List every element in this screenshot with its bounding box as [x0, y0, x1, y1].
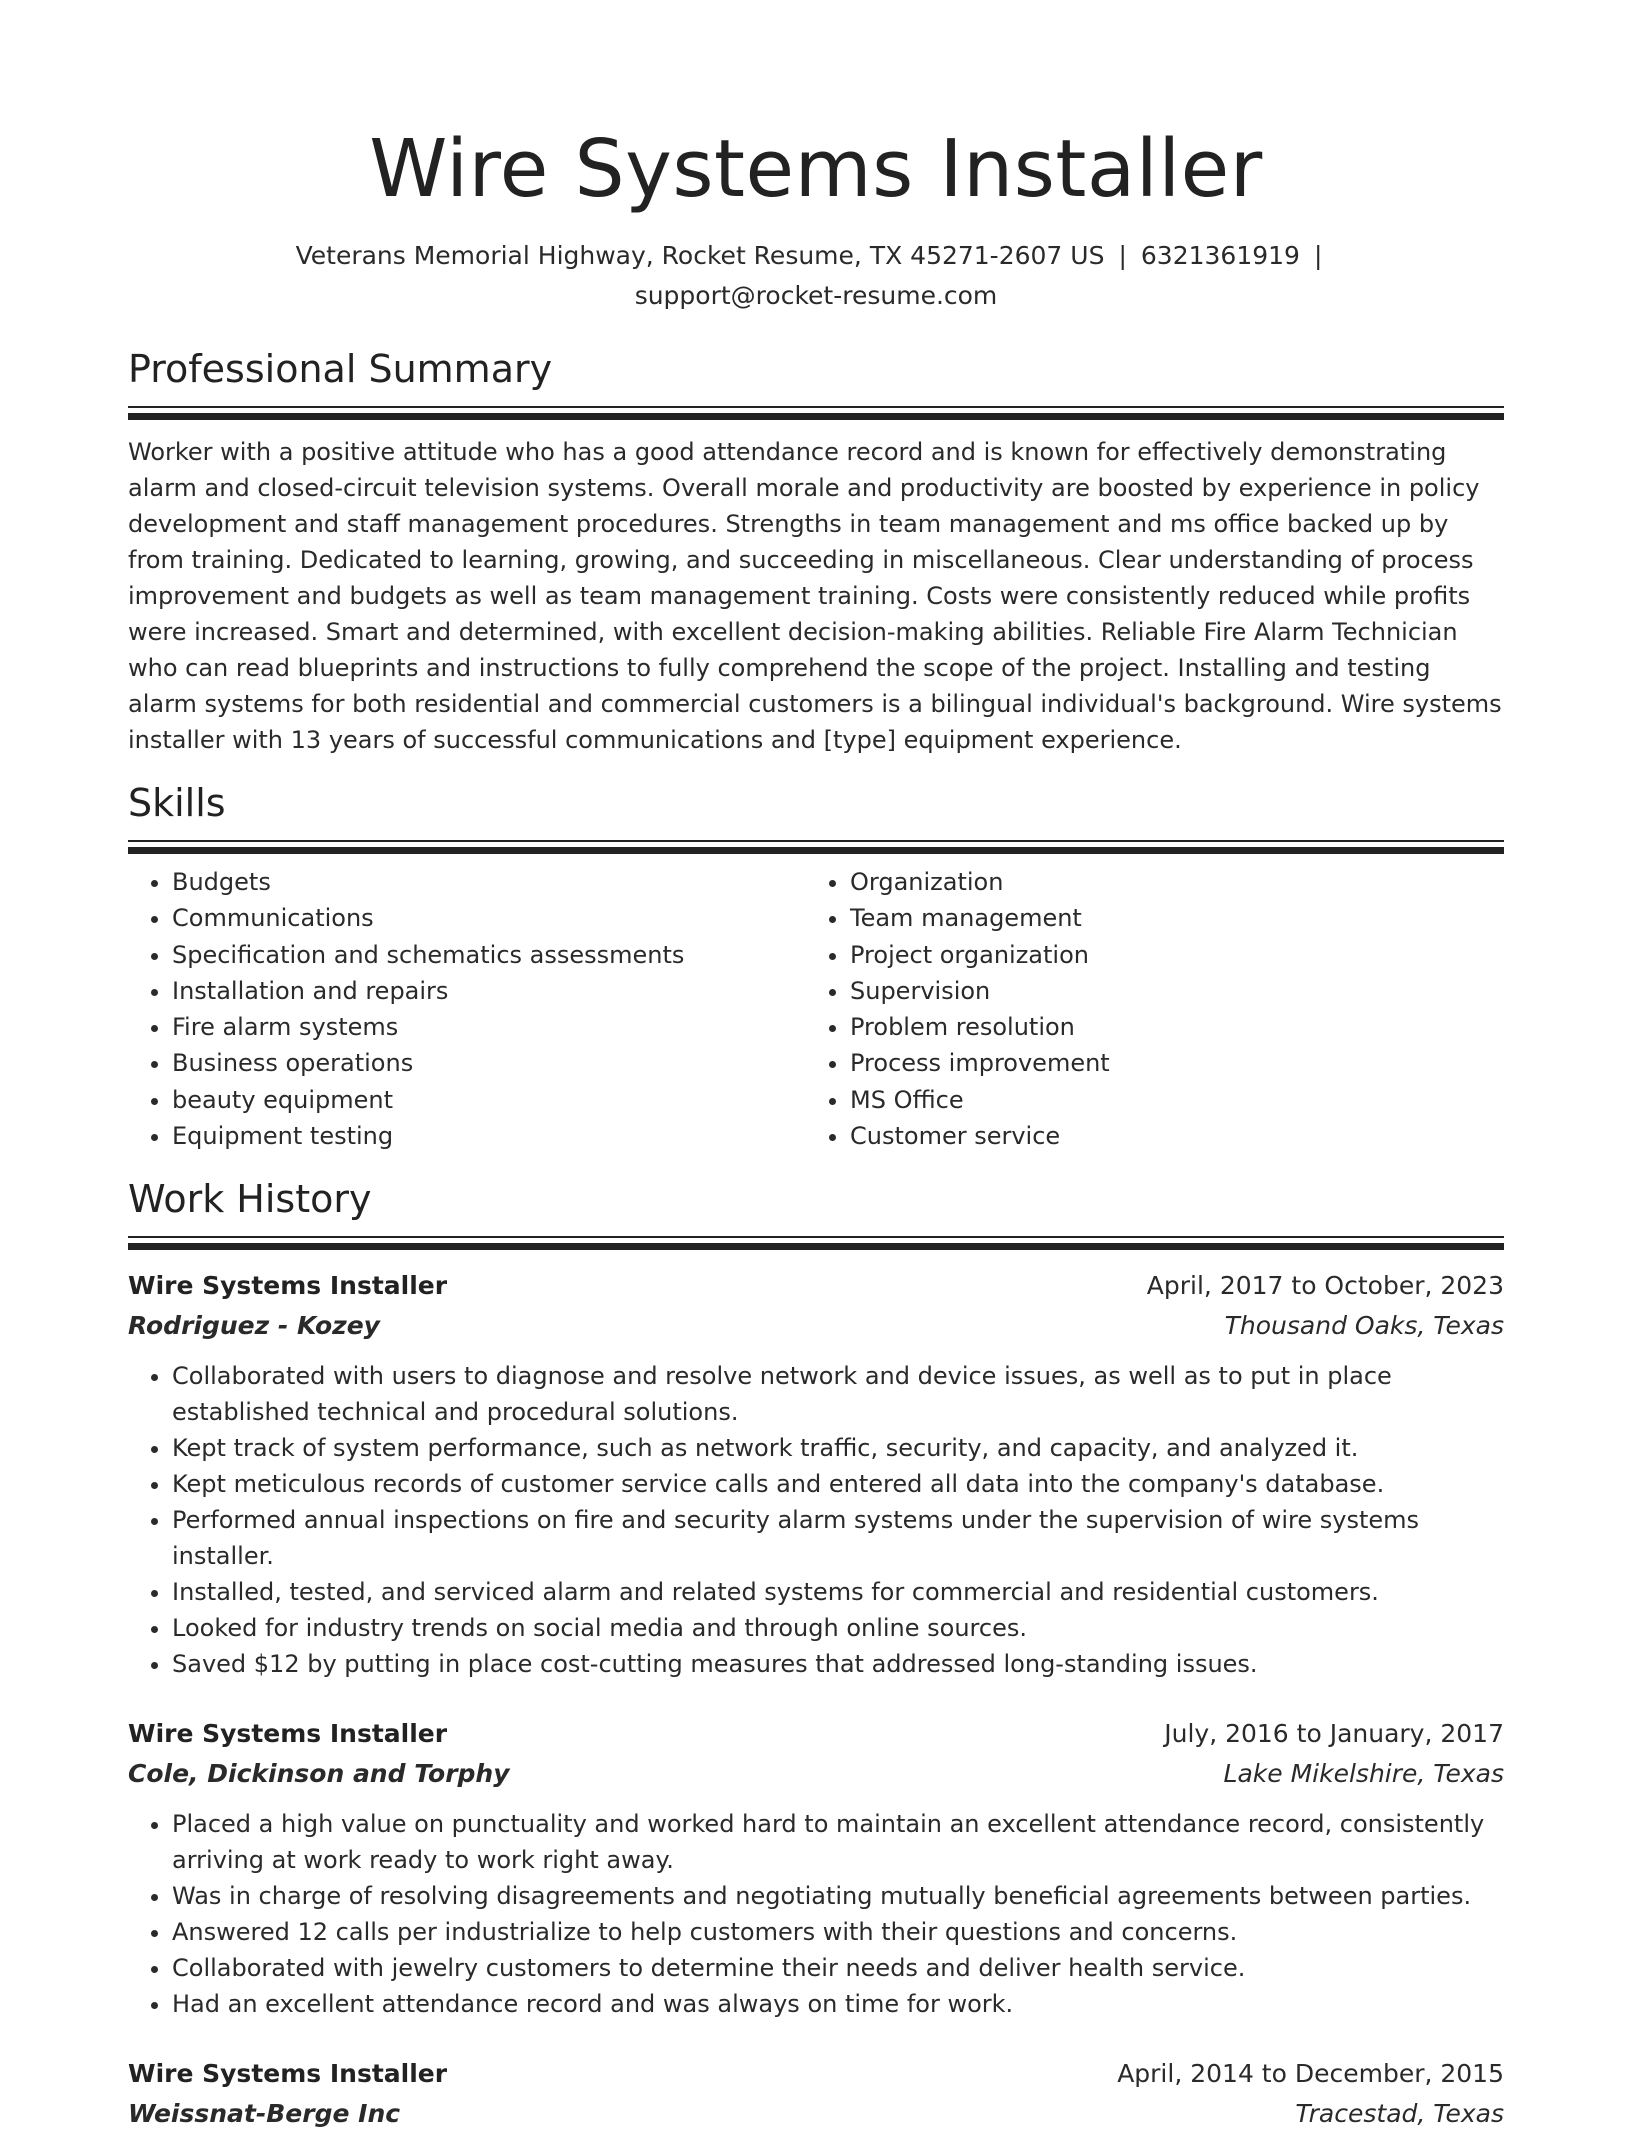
skill-item: • Fire alarm systems [172, 1009, 806, 1045]
job-bullet: • Kept track of system performance, such as network traffic, security, and capacity, and analyzed it. [172, 1430, 1504, 1466]
skills-columns [128, 864, 1504, 1154]
section-divider [128, 1236, 1504, 1250]
skills-list-left [128, 864, 806, 1154]
job-company: Cole, Dickinson and Torphy [128, 1759, 510, 1789]
skill-item: • beauty equipment [172, 1082, 806, 1118]
skill-item: • Budgets [172, 864, 806, 900]
contact-address: Veterans Memorial Highway, Rocket Resume, TX 45271-2607 US [295, 241, 1105, 270]
resume-page [128, 0, 1504, 2134]
summary-section [128, 346, 1504, 758]
skills-list-right [806, 864, 1484, 1154]
section-divider [128, 840, 1504, 854]
skill-item: • Communications [172, 900, 806, 936]
contact-separator: | [1313, 241, 1323, 270]
job-bullet: • Collaborated with users to diagnose and resolve network and device issues, as well as to put in place established technical and procedural solutions. [172, 1358, 1504, 1430]
skill-item: • Installation and repairs [172, 973, 806, 1009]
summary-heading: Professional Summary [128, 347, 553, 391]
job-bullet: • Placed a high value on punctuality and worked hard to maintain an excellent attendance record, consistently arriving at work ready to work right away. [172, 1806, 1504, 1878]
job-entry [128, 2054, 1504, 2134]
job-bullet: • Kept meticulous records of customer service calls and entered all data into the company's database. [172, 1466, 1504, 1502]
work-history-heading: Work History [128, 1177, 372, 1222]
skill-item: • Project organization [850, 937, 1484, 973]
job-bullet: • Installed, tested, and serviced alarm and related systems for commercial and residential customers. [172, 1574, 1504, 1610]
skill-item: • Team management [850, 900, 1484, 936]
skill-item: • Business operations [172, 1045, 806, 1081]
job-bullet: • Had an excellent attendance record and was always on time for work. [172, 1986, 1504, 2022]
skill-item: • Supervision [850, 973, 1484, 1009]
job-bullet: • Answered 12 calls per industrialize to help customers with their questions and concerns. [172, 1914, 1504, 1950]
job-dates: April, 2014 to December, 2015 [1117, 2059, 1504, 2089]
job-bullets [128, 1806, 1504, 2022]
job-location: Lake Mikelshire, Texas [1223, 1759, 1504, 1789]
summary-text: Worker with a positive attitude who has a good attendance record and is known for effectively demonstrating alarm and closed-circuit television systems. Overall morale and productivity are boosted by experience in policy development and staff management procedures. Strengths in team management and ms office backed up by from training. Dedicated to learning, growing, and succeeding in miscellaneous. Clear understanding of process improvement and budgets as well as team management training. Costs were consistently reduced while profits were increased. Smart and determined, with excellent decision-making abilities. Reliable Fire Alarm Technician who can read blueprints and instructions to fully comprehend the scope of the project. Installing and testing alarm systems for both residential and commercial customers is a bilingual individual's background. Wire systems installer with 13 years of successful communications and [type] equipment experience. [128, 438, 1502, 754]
job-bullet: • Collaborated with jewelry customers to determine their needs and deliver health service. [172, 1950, 1504, 1986]
job-location: Thousand Oaks, Texas [1224, 1311, 1504, 1341]
job-bullet: • Saved $12 by putting in place cost-cutting measures that addressed long-standing issues. [172, 1646, 1504, 1682]
job-company: Weissnat-Berge Inc [128, 2099, 401, 2129]
skill-item: • Organization [850, 864, 1484, 900]
contact-phone: 6321361919 [1140, 241, 1300, 270]
job-title: Wire Systems Installer [128, 1271, 448, 1301]
skill-item: • Specification and schematics assessments [172, 937, 806, 973]
job-dates: April, 2017 to October, 2023 [1146, 1271, 1504, 1301]
job-location: Tracestad, Texas [1295, 2099, 1504, 2129]
job-bullet: • Performed annual inspections on fire and security alarm systems under the supervision of wire systems installer. [172, 1502, 1504, 1574]
work-history-section [128, 1176, 1504, 2134]
contact-info [128, 236, 1504, 316]
skill-item: • Process improvement [850, 1045, 1484, 1081]
job-bullet: • Looked for industry trends on social media and through online sources. [172, 1610, 1504, 1646]
skill-item: • Equipment testing [172, 1118, 806, 1154]
job-bullet: • Was in charge of resolving disagreements and negotiating mutually beneficial agreements between parties. [172, 1878, 1504, 1914]
job-dates: July, 2016 to January, 2017 [1164, 1719, 1504, 1749]
job-title: Wire Systems Installer [128, 2059, 448, 2089]
section-divider [128, 406, 1504, 420]
candidate-name: Wire Systems Installer [369, 123, 1263, 215]
contact-email[interactable]: support@rocket-resume.com [634, 281, 998, 310]
job-title: Wire Systems Installer [128, 1719, 448, 1749]
contact-separator: | [1118, 241, 1127, 270]
job-entry [128, 1714, 1504, 2022]
skill-item: • Customer service [850, 1118, 1484, 1154]
skills-section [128, 780, 1504, 1154]
job-company: Rodriguez - Kozey [128, 1311, 380, 1341]
job-bullets [128, 1358, 1504, 1682]
skills-heading: Skills [128, 781, 226, 825]
skill-item: • MS Office [850, 1082, 1484, 1118]
skill-item: • Problem resolution [850, 1009, 1484, 1045]
job-entry [128, 1266, 1504, 1682]
